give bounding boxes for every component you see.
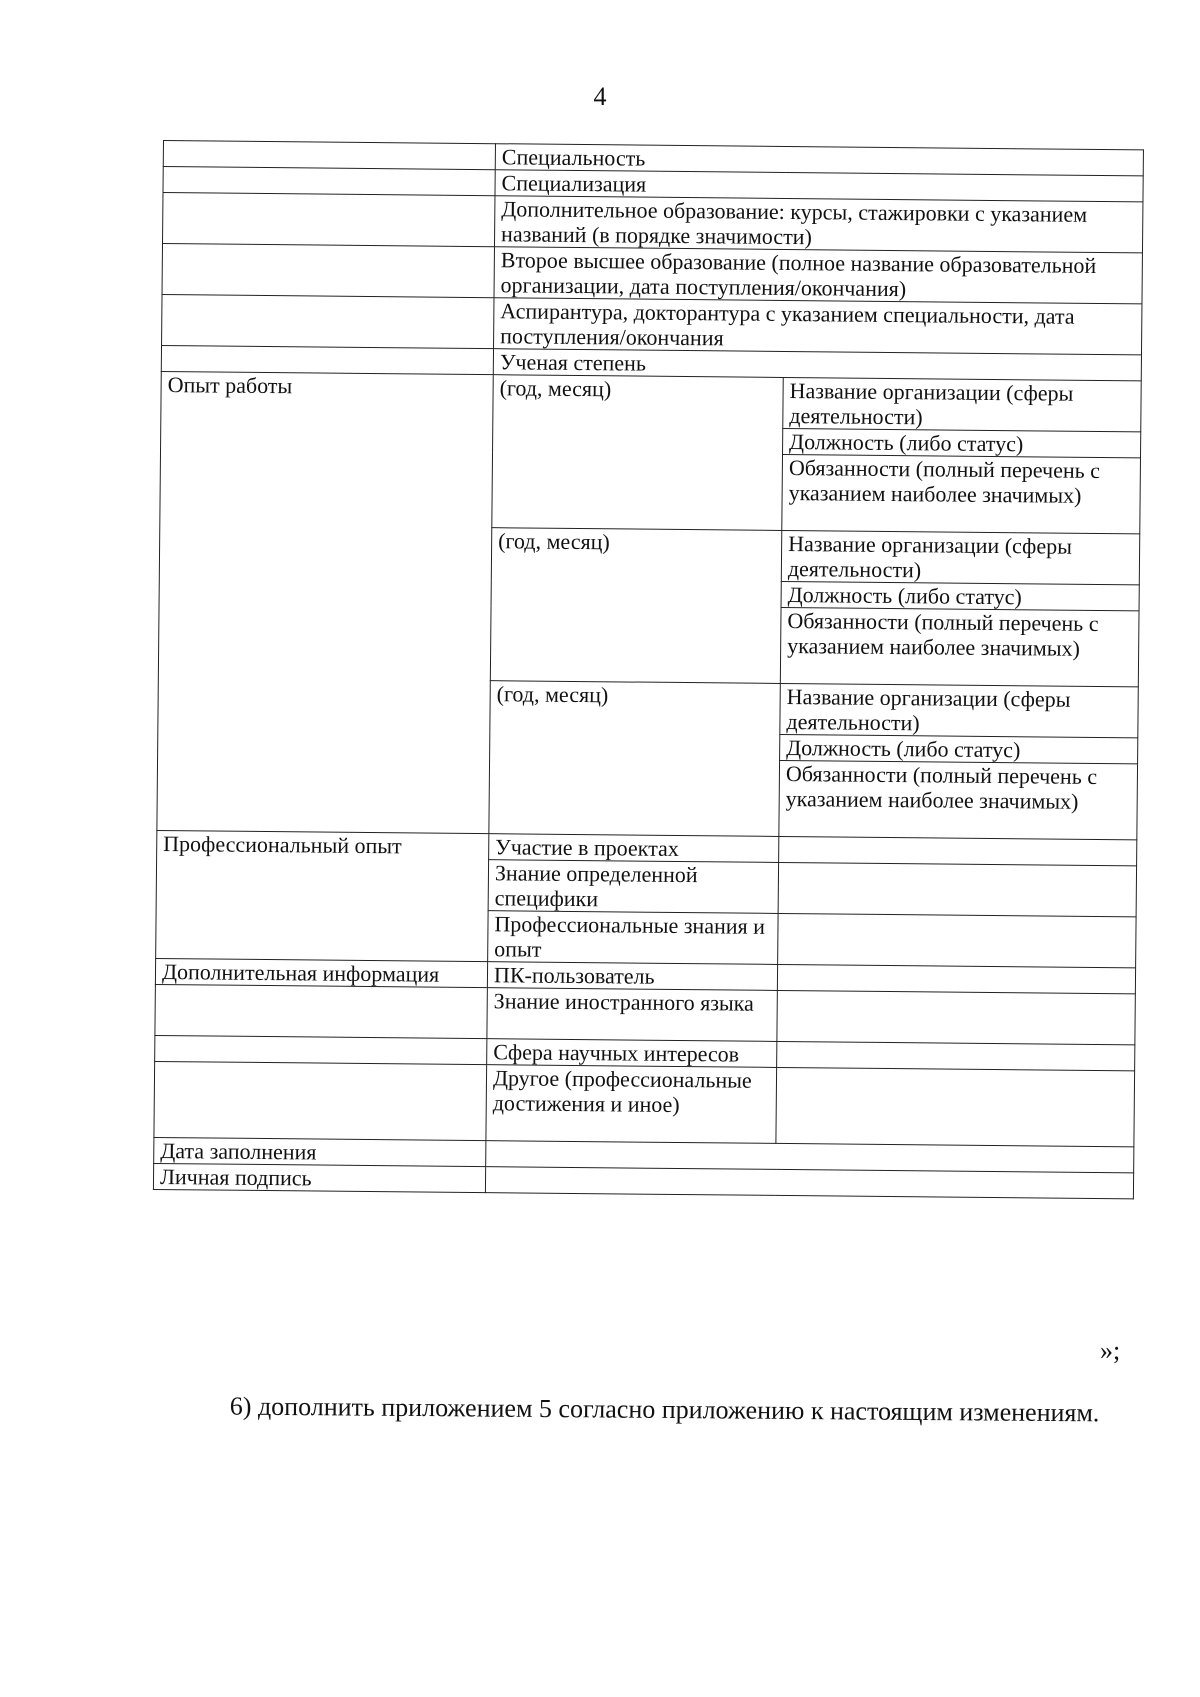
page-number: 4 (593, 82, 607, 111)
field-label-additional-education: Дополнительное образование: курсы, стажировки с указанием названий (в порядке значимости) (494, 196, 1142, 253)
table-row (155, 984, 1135, 1044)
section-label-work-experience: Опыт работы (157, 371, 493, 833)
experience-duties-label: Обязанности (полный перечень с указанием наиболее значимых) (782, 454, 1141, 533)
empty-cell (163, 141, 495, 170)
experience-position-label: Должность (либо статус) (780, 734, 1138, 763)
experience-org-label: Название организации (сферы деятельности) (781, 530, 1139, 584)
amendment-paragraph: 6) дополнить приложением 5 согласно приложению к настоящим изменениям. (229, 1391, 1100, 1428)
field-label-specialty: Специальность (495, 144, 1143, 176)
empty-cell (776, 1067, 1135, 1146)
empty-cell (485, 1167, 1133, 1199)
empty-cell (154, 1061, 487, 1140)
empty-cell (162, 244, 494, 298)
form-container (153, 140, 1143, 1199)
empty-cell (778, 913, 1136, 967)
field-label-specialization: Специализация (495, 170, 1143, 202)
field-label-postgraduate: Аспирантура, докторантура с указанием специальности, дата поступления/окончания (494, 298, 1142, 355)
empty-cell (777, 990, 1135, 1044)
closing-quote: »; (1100, 1336, 1121, 1365)
table-row (163, 193, 1143, 253)
empty-cell (163, 193, 495, 247)
empty-cell (155, 984, 487, 1038)
field-label-projects: Участие в проектах (489, 834, 779, 863)
experience-org-label: Название организации (сферы деятельности) (783, 377, 1141, 431)
empty-cell (163, 167, 495, 196)
field-label-signature: Личная подпись (153, 1163, 485, 1192)
field-label-fill-date: Дата заполнения (154, 1137, 486, 1166)
experience-period: (год, месяц) (492, 375, 783, 531)
empty-cell (778, 862, 1136, 916)
experience-period: (год, месяц) (489, 681, 780, 837)
empty-cell (777, 1041, 1135, 1070)
experience-duties-label: Обязанности (полный перечень с указанием наиболее значимых) (780, 607, 1139, 686)
table-row (161, 371, 1141, 431)
section-label-additional-info: Дополнительная информация (155, 958, 487, 987)
field-label-professional-knowledge: Профессиональные знания и опыт (488, 911, 778, 965)
table-row (162, 294, 1142, 354)
field-label-foreign-language: Знание иностранного языка (487, 988, 777, 1042)
experience-position-label: Должность (либо статус) (781, 581, 1139, 610)
questionnaire-table (153, 140, 1144, 1199)
empty-cell (161, 345, 493, 374)
field-label-research-interests: Сфера научных интересов (487, 1039, 777, 1068)
table-row (162, 244, 1142, 304)
experience-period: (год, месяц) (490, 528, 781, 684)
experience-position-label: Должность (либо статус) (783, 428, 1141, 457)
experience-org-label: Название организации (сферы деятельности) (780, 683, 1138, 737)
field-label-specific-knowledge: Знание определенной специфики (488, 860, 778, 914)
experience-duties-label: Обязанности (полный перечень с указанием наиболее значимых) (779, 760, 1138, 839)
field-label-other: Другое (профессиональные достижения и иное) (486, 1065, 777, 1144)
field-label-second-degree: Второе высшее образование (полное название образовательной организации, дата поступления/окончания) (494, 247, 1142, 304)
field-label-academic-degree: Ученая степень (493, 349, 1141, 381)
empty-cell (162, 294, 494, 348)
table-row (154, 1061, 1135, 1146)
empty-cell (777, 964, 1135, 993)
section-label-professional-experience: Профессиональный опыт (156, 830, 489, 961)
field-label-pc-user: ПК-пользователь (487, 962, 777, 991)
empty-cell (155, 1035, 487, 1064)
empty-cell (779, 836, 1137, 865)
